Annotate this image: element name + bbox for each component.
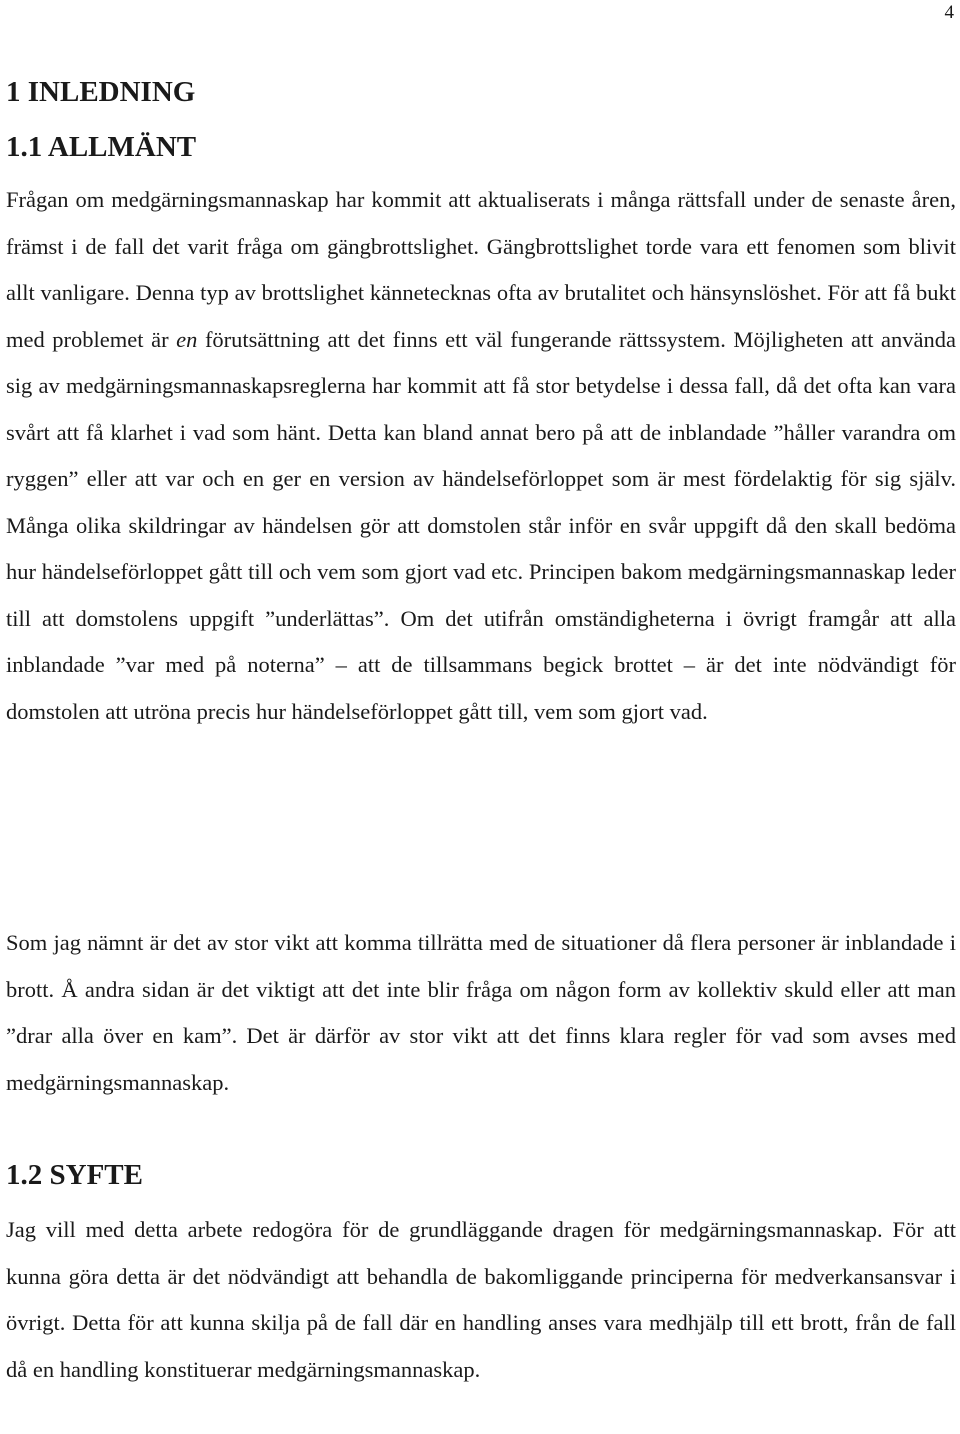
paragraph-syfte-1: Jag vill med detta arbete redogöra för de grundläggande dragen för medgärningsmannaskap. För att kunna göra detta är det nödvändigt att behandla de bakomliggande principerna för medverkansansvar i övrigt. Detta för att kunna skilja på de fall där en handling anses vara medhjälp till ett brott, från de fall då en handling konstituerar medgärningsmannaskap. [6,1217,956,1382]
section-heading-allmant: 1.1 ALLMÄNT [6,131,197,163]
paragraph-allmant-1 [6,177,956,735]
paragraph-text-before-emphasis: Frågan om medgärningsmannaskap har kommit att aktualiserats i många rättsfall under de senaste åren, främst i de fall det varit fråga om gängbrottslighet. Gängbrottslighet torde vara ett fenomen som blivit allt vanligare. Denna typ av brottslighet kännetecknas ofta av brutalitet och hänsynslöshet. För att få bukt med problemet är [6,187,956,352]
emphasis-en: en [176,326,198,352]
paragraph-text-after-emphasis: förutsättning att det finns ett väl fungerande rättssystem. Möjligheten att använda sig av medgärningsmannaskapsreglerna har kommit att få stor betydelse i dessa fall, då det ofta kan vara svårt att få klarhet i vad som hänt. Detta kan bland annat bero på att de inblandade ”håller varandra om ryggen” eller att var och en ger en version av händelseförloppet som är mest fördelaktig för sig själv. Många olika skildringar av händelsen gör att domstolen står inför en svår uppgift då den skall bedöma hur händelseförloppet gått till och vem som gjort vad etc. Principen bakom medgärningsmannaskap leder till att domstolens uppgift ”underlättas”. Om det utifrån omständigheterna i övrigt framgår att alla inblandade ”var med på noterna” – att de tillsammans begick brottet – är det inte nödvändigt för domstolen att utröna precis hur händelseförloppet gått till, vem som gjort vad. [6,326,956,724]
paragraph-allmant-2: Som jag nämnt är det av stor vikt att komma tillrätta med de situationer då flera personer är inblandade i brott. Å andra sidan är det viktigt att det inte blir fråga om någon form av kollektiv skuld eller att man ”drar alla över en kam”. Det är därför av stor vikt att det finns klara regler för vad som avses med medgärningsmannaskap. [6,930,956,1095]
page-number: 4 [944,2,954,23]
chapter-heading: 1 INLEDNING [6,76,196,108]
section-heading-syfte: 1.2 SYFTE [6,1159,143,1191]
